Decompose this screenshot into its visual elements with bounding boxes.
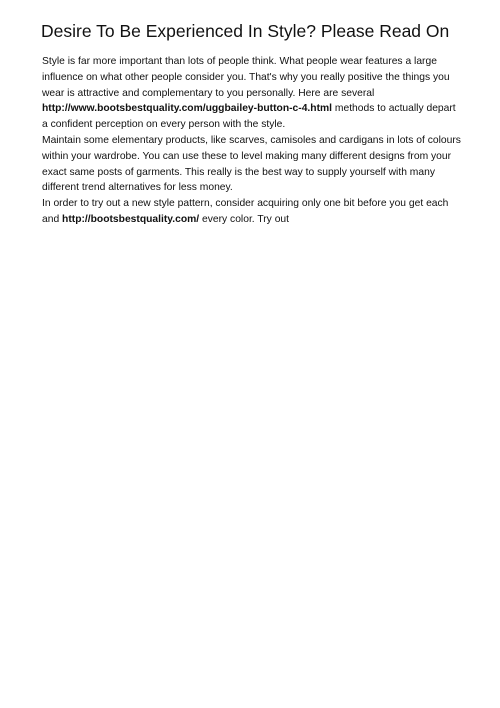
paragraph-1-text-after: methods to actually depart a confident perception on every person with the style. (42, 103, 456, 131)
paragraph-2: Maintain some elementary products, like scarves, camisoles and cardigans in lots of colours within your wardrobe. You can use these to level making many different designs from your exact same posts of garments. This really is the best way to supply yourself with many different trend alternatives for less money. (42, 134, 461, 194)
paragraph-3-text-before: In order to try out a new style pattern, consider acquiring only one bit before you get each and (42, 198, 449, 225)
boots-home-link[interactable]: http://bootsbestquality.com/ (62, 213, 200, 225)
paragraph-1 (42, 54, 462, 133)
paragraph-1-text-before: Style is far more important than lots of people think. What people wear features a large influence on what other people consider you. That's why you really positive the things you wear is attractive and complementary to you personally. Here are several (42, 56, 450, 99)
page-title: Desire To Be Experienced In Style? Please Read On (41, 21, 450, 41)
document-body (42, 54, 462, 228)
boots-uggbailey-link[interactable]: http://www.bootsbestquality.com/uggbailey-button-c-4.html (42, 103, 333, 115)
paragraph-3 (42, 196, 462, 228)
paragraph-3-text-after: every color. Try out (199, 213, 290, 225)
